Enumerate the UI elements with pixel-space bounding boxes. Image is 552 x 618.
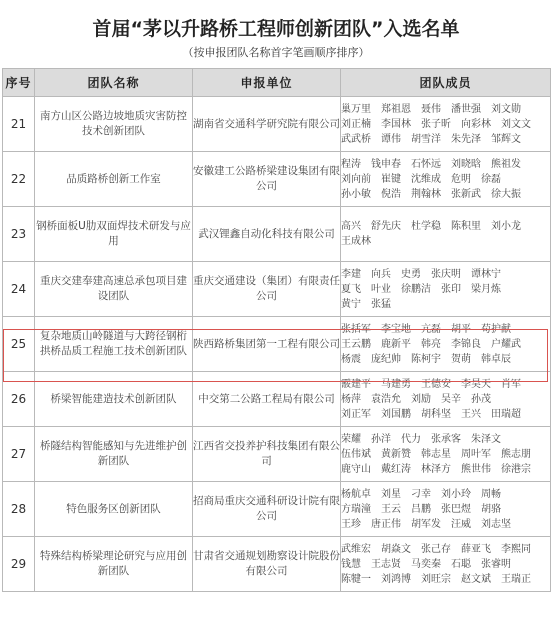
members-line: 程涛 钱申春 石怀远 刘晓晗 熊祖发 xyxy=(341,158,521,170)
row-seq: 23 xyxy=(3,207,35,262)
row-unit: 江西省交投养护科技集团有限公司 xyxy=(193,427,341,482)
members-line: 鹿守山 戴红涛 林泽方 熊世伟 徐港宗 xyxy=(341,463,531,475)
row-members xyxy=(341,262,551,317)
members-line: 杨航卓 刘星 刁幸 刘小玲 周畅 xyxy=(341,488,501,500)
header-seq: 序号 xyxy=(3,69,35,97)
row-team: 南方山区公路边坡地质灾害防控技术创新团队 xyxy=(35,97,193,152)
members-line: 巢万里 郑祖恩 聂伟 潘世强 刘文勋 xyxy=(341,103,521,115)
members-line: 陈犍一 刘鸿博 刘旺宗 赵文斌 王瑞正 xyxy=(341,573,531,585)
row-members xyxy=(341,482,551,537)
page-subtitle: （按申报团队名称首字笔画顺序排序） xyxy=(182,46,370,59)
table-row xyxy=(3,152,551,207)
members-line: 高兴 舒先庆 杜学稳 陈积里 刘小龙 xyxy=(341,221,521,232)
row-team: 桥梁智能建造技术创新团队 xyxy=(35,372,193,427)
members-line: 方瑞潼 王云 吕鹏 张巴煜 胡骆 xyxy=(341,503,501,515)
table-row xyxy=(3,97,551,152)
members-line: 霰建平 马建勇 王德安 李昊天 肖军 xyxy=(341,378,521,390)
members-line: 刘向前 崔键 沈维成 危明 徐磊 xyxy=(341,173,501,185)
row-unit: 安徽建工公路桥梁建设集团有限公司 xyxy=(193,152,341,207)
row-seq: 25 xyxy=(3,317,35,372)
members-line: 王成林 xyxy=(341,236,371,247)
members-line: 李建 向兵 史勇 张庆明 谭林宁 xyxy=(341,268,501,280)
row-members xyxy=(341,152,551,207)
table-row xyxy=(3,427,551,482)
members-line: 王云鹏 鹿新平 韩亮 李锦良 户耀武 xyxy=(341,338,521,350)
header-unit: 申报单位 xyxy=(193,69,341,97)
table-row xyxy=(3,482,551,537)
row-members xyxy=(341,372,551,427)
table-row xyxy=(3,207,551,262)
row-unit: 武汉锂鑫自动化科技有限公司 xyxy=(193,207,341,262)
table-row xyxy=(3,537,551,592)
members-line: 武维宏 胡焱文 张己存 薛亚飞 李熙同 xyxy=(341,543,531,555)
members-line: 伍伟斌 黄新赞 韩志星 周叶军 熊志朋 xyxy=(341,448,531,460)
row-members xyxy=(341,207,551,262)
members-line: 王珍 唐正伟 胡军发 汪威 刘志坚 xyxy=(341,518,511,530)
members-line: 钱慧 王志贤 马奕秦 石聪 张睿明 xyxy=(341,558,511,570)
row-seq: 26 xyxy=(3,372,35,427)
members-line: 张括军 李宝地 亢磊 胡平 苟护献 xyxy=(341,323,511,335)
page-title: 首届“茅以升路桥工程师创新团队”入选名单 xyxy=(92,18,460,40)
members-line: 刘正军 刘国鹏 胡科坚 王兴 田瑞超 xyxy=(341,408,521,420)
row-seq: 29 xyxy=(3,537,35,592)
row-seq: 24 xyxy=(3,262,35,317)
row-team: 品质路桥创新工作室 xyxy=(35,152,193,207)
table-row xyxy=(3,372,551,427)
row-unit: 湖南省交通科学研究院有限公司 xyxy=(193,97,341,152)
row-unit: 甘肃省交通规划勘察设计院股份有限公司 xyxy=(193,537,341,592)
members-line: 杨萍 袁浩允 刘励 吴辛 孙茂 xyxy=(341,393,491,405)
row-unit: 重庆交通建设（集团）有限责任公司 xyxy=(193,262,341,317)
header-team: 团队名称 xyxy=(35,69,193,97)
row-unit: 招商局重庆交通科研设计院有限公司 xyxy=(193,482,341,537)
table-header-row xyxy=(3,69,551,97)
header-members: 团队成员 xyxy=(341,69,551,97)
table-row-highlighted xyxy=(3,317,551,372)
row-members xyxy=(341,317,551,372)
table-row xyxy=(3,262,551,317)
row-unit: 中交第二公路工程局有限公司 xyxy=(193,372,341,427)
selection-list-table xyxy=(2,68,551,592)
row-team: 桥隧结构智能感知与先进维护创新团队 xyxy=(35,427,193,482)
members-line: 夏飞 叶业 徐鹏洁 张印 梁月炼 xyxy=(341,283,501,295)
row-seq: 27 xyxy=(3,427,35,482)
row-team: 复杂地质山岭隧道与大跨径钢桁拱桥品质工程施工技术创新团队 xyxy=(35,317,193,372)
row-team: 特色服务区创新团队 xyxy=(35,482,193,537)
row-seq: 22 xyxy=(3,152,35,207)
row-team: 钢桥面板U肋双面焊技术研发与应用 xyxy=(35,207,193,262)
members-line: 荣耀 孙洋 代力 张承客 朱泽文 xyxy=(341,433,501,445)
members-line: 黄宁 张猛 xyxy=(341,298,391,310)
row-unit: 陕西路桥集团第一工程有限公司 xyxy=(193,317,341,372)
row-members xyxy=(341,97,551,152)
row-seq: 28 xyxy=(3,482,35,537)
members-line: 刘正楠 李国林 张子昕 向彩林 刘文文 xyxy=(341,118,531,130)
members-line: 孙小敏 倪浩 荆翰林 张新武 徐大振 xyxy=(341,188,521,200)
row-seq: 21 xyxy=(3,97,35,152)
members-line: 杨震 庞纪帅 陈柯宇 贺萌 韩卓辰 xyxy=(341,353,511,365)
row-team: 特殊结构桥梁理论研究与应用创新团队 xyxy=(35,537,193,592)
row-members xyxy=(341,537,551,592)
row-team: 重庆交建奉建高速总承包项目建设团队 xyxy=(35,262,193,317)
members-line: 武武桥 谭伟 胡雪洋 朱先泽 邹辉文 xyxy=(341,133,521,145)
row-members xyxy=(341,427,551,482)
